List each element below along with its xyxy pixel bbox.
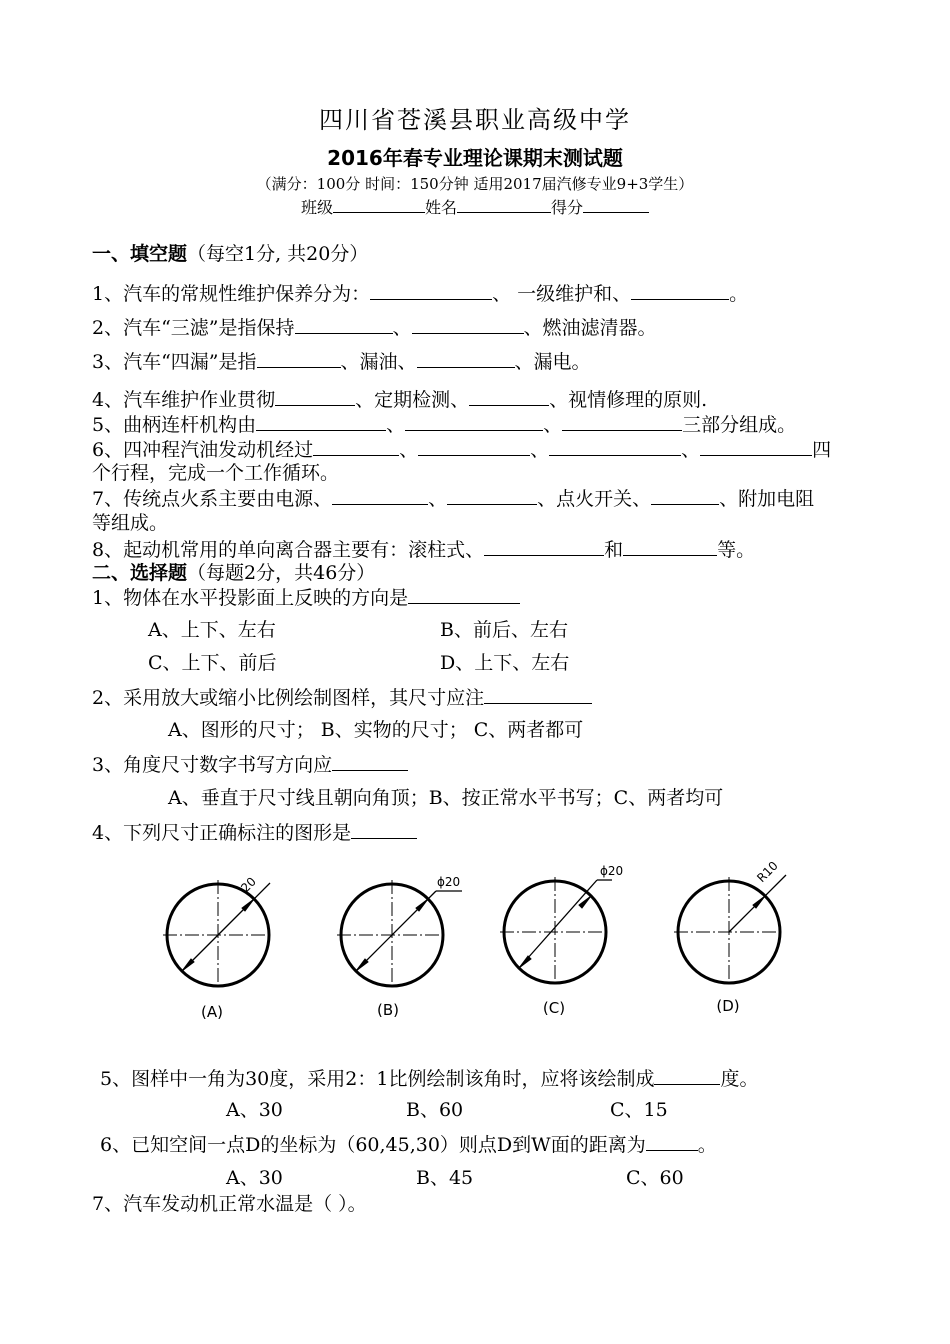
answer-blank[interactable] bbox=[646, 1132, 698, 1151]
dim-label-a: 20 bbox=[238, 874, 259, 896]
q5-option-b[interactable]: B、60 bbox=[406, 1099, 464, 1121]
answer-blank[interactable] bbox=[418, 437, 530, 456]
answer-blank[interactable] bbox=[469, 387, 549, 406]
q2-options[interactable]: A、图形的尺寸； B、实物的尺寸； C、两者都可 bbox=[168, 719, 584, 741]
fill-question-2: 2、汽车“三滤”是指保持 、 、燃油滤清器。 bbox=[92, 317, 657, 339]
fill-question-8: 8、起动机常用的单向离合器主要有：滚柱式、 和 等。 bbox=[92, 539, 756, 561]
figure-c[interactable] bbox=[500, 877, 612, 987]
student-info-line bbox=[0, 194, 950, 220]
q1-option-d[interactable]: D、上下、左右 bbox=[440, 652, 570, 674]
q1-option-c[interactable]: C、上下、前后 bbox=[148, 652, 277, 674]
answer-blank[interactable] bbox=[256, 412, 386, 431]
q6-option-c[interactable]: C、60 bbox=[626, 1167, 684, 1189]
figure-d[interactable] bbox=[674, 875, 786, 987]
fill-question-4: 4、汽车维护作业贯彻 、定期检测、 、视情修理的原则. bbox=[92, 389, 708, 411]
answer-blank[interactable] bbox=[562, 412, 682, 431]
score-blank[interactable] bbox=[583, 194, 649, 213]
fill-question-6-cont: 个行程，完成一个工作循环。 bbox=[92, 462, 340, 484]
answer-blank[interactable] bbox=[417, 349, 515, 368]
class-blank[interactable] bbox=[333, 194, 425, 213]
answer-blank[interactable] bbox=[332, 752, 408, 771]
answer-blank[interactable] bbox=[313, 437, 399, 456]
dimension-figures bbox=[0, 855, 950, 1035]
figure-label-b: (B) bbox=[377, 1001, 399, 1019]
choice-question-7: 7、汽车发动机正常水温是（ ）。 bbox=[92, 1193, 367, 1215]
dim-label-d: R10 bbox=[754, 858, 781, 886]
q1-option-a[interactable]: A、上下、左右 bbox=[148, 619, 276, 641]
q5-option-c[interactable]: C、15 bbox=[610, 1099, 668, 1121]
answer-blank[interactable] bbox=[549, 437, 681, 456]
choice-question-3: 3、角度尺寸数字书写方向应 bbox=[92, 752, 408, 777]
answer-blank[interactable] bbox=[631, 281, 729, 300]
choice-question-2: 2、采用放大或缩小比例绘制图样，其尺寸应注 bbox=[92, 685, 592, 710]
dim-label-b: ϕ20 bbox=[437, 875, 461, 889]
fill-question-5: 5、曲柄连杆机构由 、 、 三部分组成。 bbox=[92, 414, 797, 436]
answer-blank[interactable] bbox=[351, 820, 417, 839]
answer-blank[interactable] bbox=[484, 537, 604, 556]
answer-blank[interactable] bbox=[623, 537, 717, 556]
name-label: 姓名 bbox=[424, 198, 457, 217]
q6-option-b[interactable]: B、45 bbox=[416, 1167, 474, 1189]
figure-label-a: (A) bbox=[201, 1003, 223, 1021]
fill-question-7: 7、传统点火系主要由电源、 、 、点火开关、 、附加电阻 bbox=[92, 488, 815, 510]
answer-blank[interactable] bbox=[408, 585, 520, 604]
answer-blank[interactable] bbox=[654, 1066, 720, 1085]
fill-question-3: 3、汽车“四漏”是指 、漏油、 、漏电。 bbox=[92, 351, 591, 373]
answer-blank[interactable] bbox=[275, 387, 355, 406]
section1-heading: 一、填空题（每空1分, 共20分） bbox=[92, 243, 369, 265]
answer-blank[interactable] bbox=[412, 315, 524, 334]
answer-blank[interactable] bbox=[332, 486, 428, 505]
choice-question-6: 6、已知空间一点D的坐标为（60,45,30）则点D到W面的距离为 。 bbox=[100, 1134, 717, 1156]
answer-blank[interactable] bbox=[447, 486, 537, 505]
exam-info: （满分：100分 时间：150分钟 适用2017届汽修专业9+3学生） bbox=[256, 175, 694, 193]
name-blank[interactable] bbox=[457, 194, 551, 213]
answer-blank[interactable] bbox=[370, 281, 492, 300]
fill-question-7-cont: 等组成。 bbox=[92, 512, 169, 534]
choice-question-1: 1、物体在水平投影面上反映的方向是 bbox=[92, 585, 520, 610]
answer-blank[interactable] bbox=[484, 685, 592, 704]
answer-blank[interactable] bbox=[651, 486, 719, 505]
section2-heading: 二、选择题（每题2分，共46分） bbox=[92, 562, 376, 584]
q5-option-a[interactable]: A、30 bbox=[226, 1099, 283, 1121]
q1-option-b[interactable]: B、前后、左右 bbox=[440, 619, 568, 641]
answer-blank[interactable] bbox=[405, 412, 543, 431]
exam-title: 2016年春专业理论课期末测试题 bbox=[327, 146, 623, 170]
choice-question-4: 4、下列尺寸正确标注的图形是 bbox=[92, 820, 417, 845]
score-label: 得分 bbox=[551, 198, 584, 217]
answer-blank[interactable] bbox=[700, 437, 812, 456]
answer-blank[interactable] bbox=[257, 349, 341, 368]
q3-options[interactable]: A、垂直于尺寸线且朝向角顶；B、按正常水平书写；C、两者均可 bbox=[168, 787, 724, 809]
q6-option-a[interactable]: A、30 bbox=[226, 1167, 283, 1189]
answer-blank[interactable] bbox=[295, 315, 393, 334]
figure-a[interactable] bbox=[163, 880, 273, 990]
dim-label-c: ϕ20 bbox=[600, 864, 624, 878]
figure-label-d: (D) bbox=[716, 997, 740, 1015]
figure-label-c: (C) bbox=[542, 999, 566, 1017]
figure-b[interactable] bbox=[337, 880, 462, 990]
choice-question-5: 5、图样中一角为30度，采用2：1比例绘制该角时，应将该绘制成 度。 bbox=[100, 1068, 759, 1090]
fill-question-6: 6、四冲程汽油发动机经过 、 、 、 四 bbox=[92, 439, 832, 461]
class-label: 班级 bbox=[300, 198, 333, 217]
school-name: 四川省苍溪县职业高级中学 bbox=[319, 106, 631, 134]
fill-question-1: 1、汽车的常规性维护保养分为： 、 一级维护和、 。 bbox=[92, 283, 749, 305]
